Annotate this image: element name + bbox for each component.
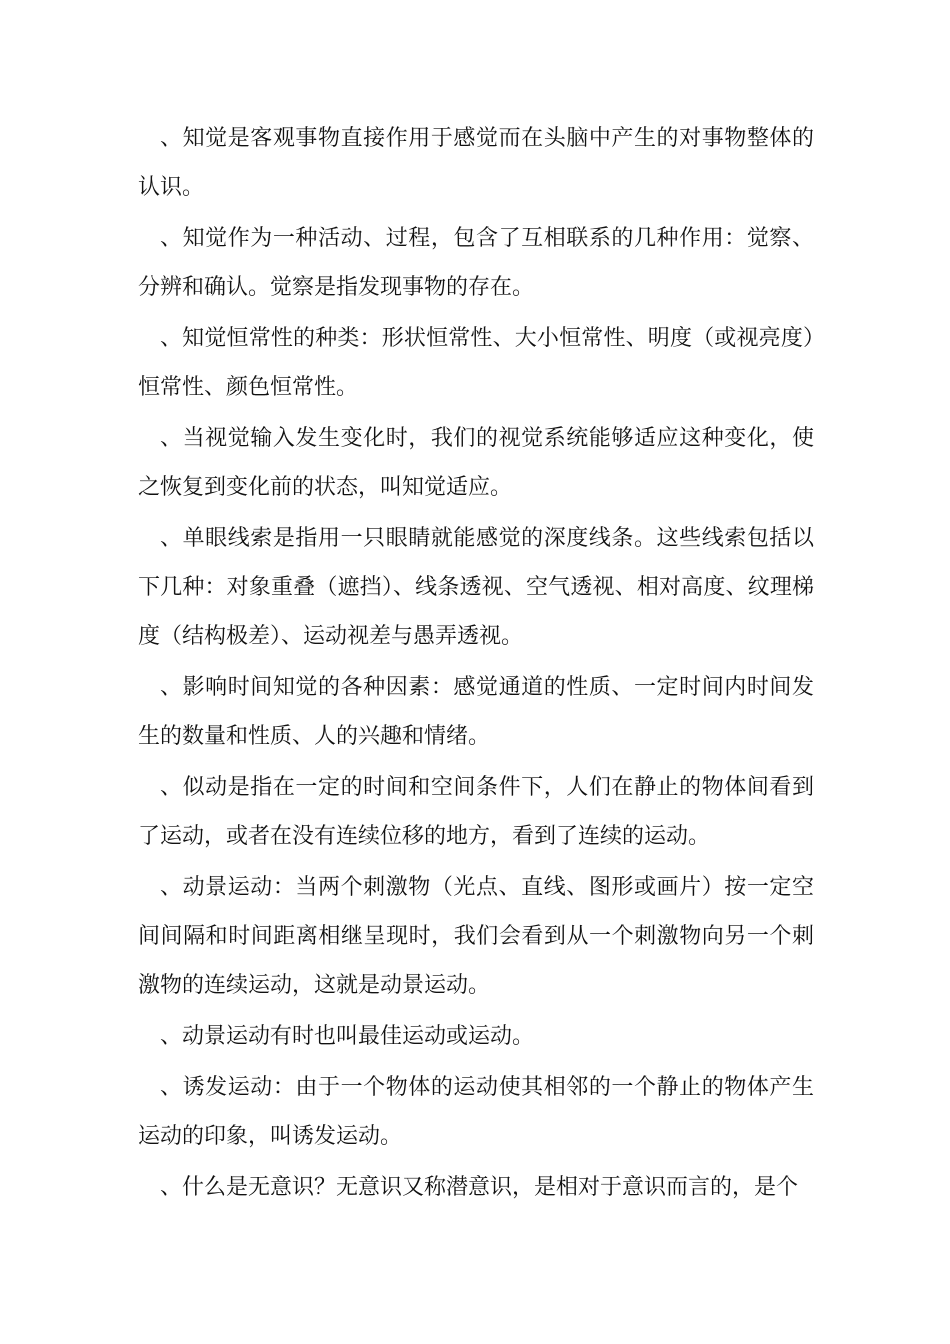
paragraph-unconscious: 、什么是无意识？无意识又称潜意识，是相对于意识而言的，是个 (160, 1175, 799, 1200)
paragraph-perceptual-adaptation: 、当视觉输入发生变化时，我们的视觉系统能够适应这种变化，使之恢复到变化前的状态，叫知觉适应。 (138, 426, 814, 500)
document-body (138, 114, 814, 1214)
paragraph-apparent-motion: 、似动是指在一定的时间和空间条件下，人们在静止的物体间看到了运动，或者在没有连续位移的地方，看到了连续的运动。 (138, 775, 814, 849)
paragraph-perception-process: 、知觉作为一种活动、过程，包含了互相联系的几种作用：觉察、分辨和确认。觉察是指发现事物的存在。 (138, 226, 814, 300)
paragraph-perception-definition: 、知觉是客观事物直接作用于感觉而在头脑中产生的对事物整体的认识。 (138, 126, 814, 200)
paragraph-stroboscopic-motion: 、动景运动：当两个刺激物（光点、直线、图形或画片）按一定空间间隔和时间距离相继呈现时，我们会看到从一个刺激物向另一个刺激物的连续运动，这就是动景运动。 (138, 875, 814, 998)
paragraph-time-perception: 、影响时间知觉的各种因素：感觉通道的性质、一定时间内时间发生的数量和性质、人的兴趣和情绪。 (138, 675, 814, 749)
paragraph-perceptual-constancy: 、知觉恒常性的种类：形状恒常性、大小恒常性、明度（或视亮度）恒常性、颜色恒常性。 (138, 326, 814, 400)
paragraph-induced-motion: 、诱发运动：由于一个物体的运动使其相邻的一个静止的物体产生运动的印象，叫诱发运动。 (138, 1075, 814, 1149)
paragraph-optimal-motion: 、动景运动有时也叫最佳运动或运动。 (160, 1024, 535, 1049)
paragraph-monocular-cues: 、单眼线索是指用一只眼睛就能感觉的深度线条。这些线索包括以下几种：对象重叠（遮挡）、线条透视、空气透视、相对高度、纹理梯度（结构极差）、运动视差与愚弄透视。 (138, 526, 814, 649)
